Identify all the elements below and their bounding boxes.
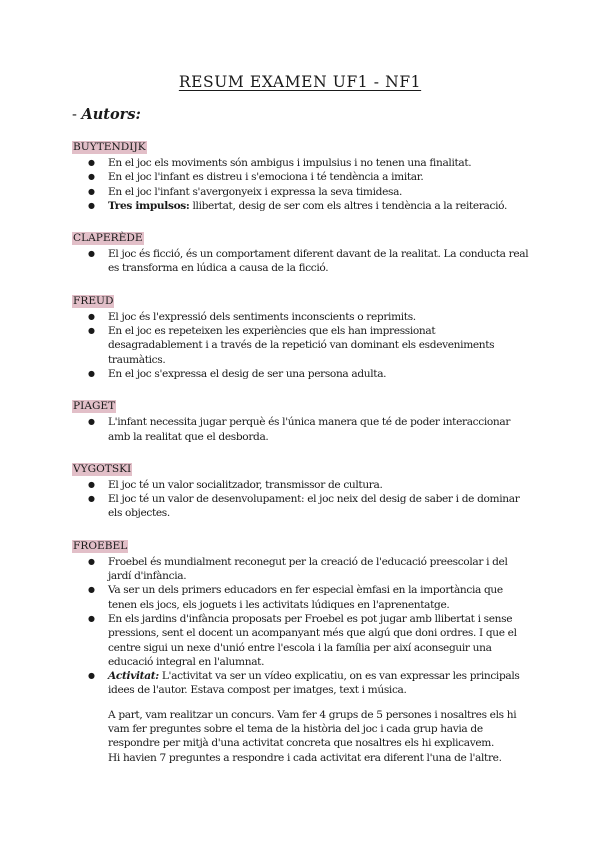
list-item: ● Froebel és mundialment reconegut per la creació de l'educació preescolar i del jardí d'infància. [108, 555, 532, 584]
list-item: ● En el joc els moviments són ambigus i impulsius i no tenen una finalitat. [108, 156, 532, 170]
activity-paragraph: Hi havien 7 preguntes a respondre i cada activitat era diferent l'una de l'altre. [108, 751, 502, 764]
list-item: ● El joc té un valor socialitzador, transmissor de cultura. [108, 478, 532, 492]
bullet-list [72, 310, 532, 381]
bold-label: Tres impulsos: [108, 199, 190, 212]
author-name: FROEBEL [73, 539, 128, 552]
section-froebel [72, 539, 532, 765]
authors-heading-label: Autors: [81, 106, 141, 123]
list-item-text: L'activitat va ser un vídeo explicatiu, on es van expressar les principals idees de l'autor. Estava compost per imatges, text i música. [108, 670, 520, 697]
list-item: ● El joc és l'expressió dels sentiments inconscients o reprimits. [108, 310, 532, 324]
spacer [108, 698, 532, 708]
list-item: ● En els jardins d'infància proposats per Froebel es pot jugar amb llibertat i sense pressions, sent el docent un acompanyant més que algú que doni ordres. I que el centre sigui un nexe d'unió entre l'escola i la família per així aconseguir una educació integral en l'alumnat. [108, 612, 532, 669]
bullet-list [72, 555, 532, 765]
section-buytendijk [72, 140, 532, 213]
page-title: RESUM EXAMEN UF1 - NF1 [178, 73, 422, 91]
section-freud [72, 294, 532, 381]
activity-label: Activitat: [108, 670, 159, 683]
author-name: CLAPERÈDE [73, 232, 143, 245]
document-content [72, 140, 532, 783]
list-item: ● En el joc l'infant es distreu i s'emociona i té tendència a imitar. [108, 170, 532, 184]
list-item: ● En el joc s'expressa el desig de ser una persona adulta. [108, 367, 532, 381]
authors-heading [72, 106, 141, 123]
list-item: ● En el joc l'infant s'avergonyeix i expressa la seva timidesa. [108, 185, 532, 199]
list-item [108, 669, 532, 698]
bullet-list [72, 415, 532, 444]
list-item: ● El joc té un valor de desenvolupament: el joc neix del desig de saber i de dominar els objectes. [108, 492, 532, 521]
author-name: PIAGET [73, 400, 116, 413]
bullet-list [72, 478, 532, 521]
section-claperede [72, 231, 532, 276]
author-name: BUYTENDIJK [73, 141, 146, 153]
section-piaget [72, 399, 532, 444]
list-item-text: llibertat, desig de ser com els altres i tendència a la reiteració. [189, 199, 507, 212]
list-item [108, 199, 532, 213]
section-vygotski [72, 462, 532, 521]
activity-paragraph: A part, vam realitzar un concurs. Vam fer 4 grups de 5 persones i nosaltres els hi vam fer preguntes sobre el tema de la història del joc i cada grup havia de respondre per mitjà d'una activitat concreta que nosaltres els hi explicavem. [108, 708, 517, 750]
bullet-list [72, 156, 532, 213]
bullet-list [72, 247, 532, 276]
authors-heading-prefix: - [72, 107, 82, 123]
author-name: FREUD [73, 294, 114, 307]
list-item: ● Va ser un dels primers educadors en fer especial èmfasi en la importància que tenen els jocs, els joguets i les activitats lúdiques en l'aprenentatge. [108, 583, 532, 612]
list-item: ● En el joc es repeteixen les experiències que els han impressionat desagradablement i a través de la repetició van dominant els esdeveniments traumàtics. [108, 324, 532, 367]
list-item: ● L'infant necessita jugar perquè és l'única manera que té de poder interaccionar amb la realitat que el desborda. [108, 415, 532, 444]
list-item: ● El joc és ficció, és un comportament diferent davant de la realitat. La conducta real es transforma en lúdica a causa de la ficció. [108, 247, 532, 276]
author-name: VYGOTSKI [73, 462, 132, 475]
